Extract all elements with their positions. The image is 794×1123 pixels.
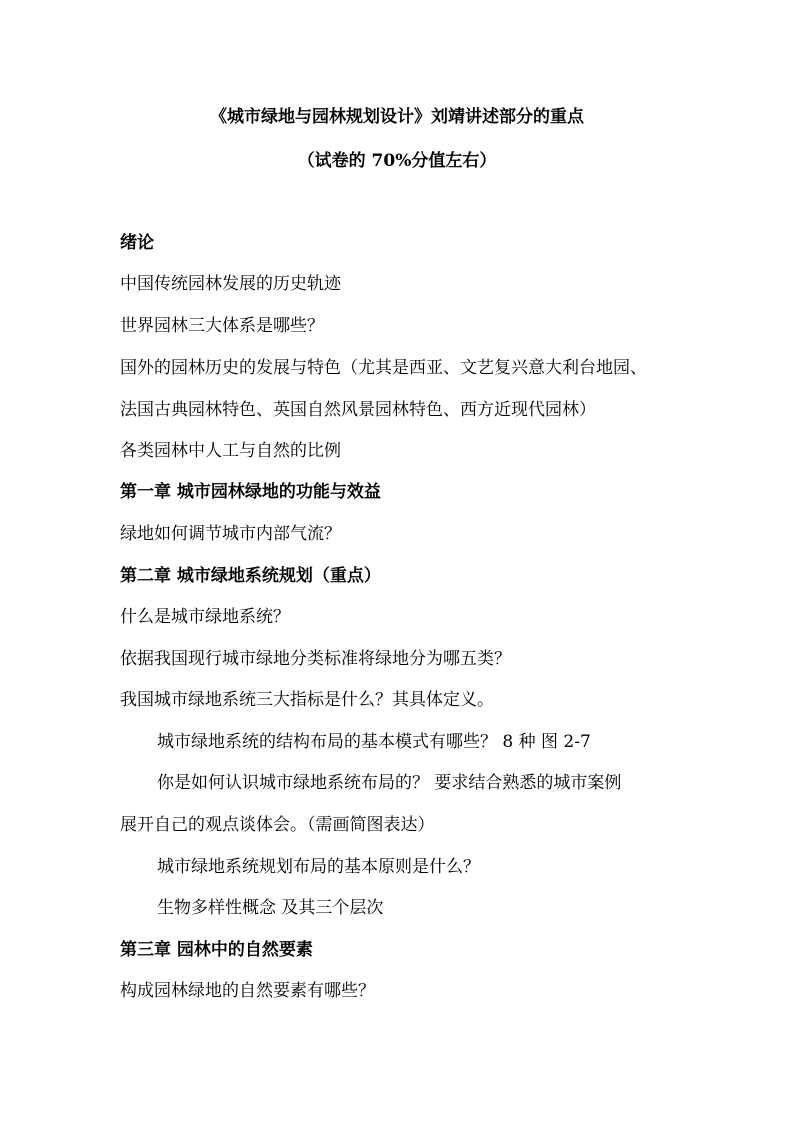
outline-item: 什么是城市绿地系统？	[120, 607, 290, 627]
outline-item-indented: 你是如何认识城市绿地系统布局的？ 要求结合熟悉的城市案例	[157, 773, 622, 793]
chapter-heading-3: 第三章 园林中的自然要素	[120, 940, 313, 960]
outline-item: 绿地如何调节城市内部气流？	[120, 524, 341, 544]
outline-item: 我国城市绿地系统三大指标是什么？其具体定义。	[120, 690, 494, 710]
chapter-heading-2: 第二章 城市绿地系统规划（重点）	[120, 566, 381, 586]
outline-item: 构成园林绿地的自然要素有哪些？	[120, 981, 375, 1001]
outline-item-continued: 展开自己的观点谈体会。（需画简图表达）	[120, 815, 435, 835]
outline-item: 中国传统园林发展的历史轨迹	[120, 274, 341, 294]
outline-item-indented: 生物多样性概念 及其三个层次	[157, 898, 384, 918]
document-title: 《城市绿地与园林规划设计》刘靖讲述部分的重点	[210, 107, 584, 127]
outline-item: 国外的园林历史的发展与特色（尤其是西亚、文艺复兴意大利台地园、	[120, 358, 647, 378]
document-subtitle: （试卷的 70%分值左右）	[297, 151, 497, 171]
outline-item: 依据我国现行城市绿地分类标准将绿地分为哪五类？	[120, 649, 511, 669]
outline-item: 各类园林中人工与自然的比例	[120, 441, 341, 461]
outline-item-indented: 城市绿地系统的结构布局的基本模式有哪些？ 8 种 图 2-7	[157, 732, 591, 752]
section-heading-introduction: 绪论	[120, 233, 154, 253]
outline-item: 世界园林三大体系是哪些？	[120, 316, 324, 336]
outline-item-continued: 法国古典园林特色、英国自然风景园林特色、西方近现代园林）	[120, 400, 596, 420]
chapter-heading-1: 第一章 城市园林绿地的功能与效益	[120, 482, 381, 502]
outline-item-indented: 城市绿地系统规划布局的基本原则是什么？	[157, 857, 480, 877]
